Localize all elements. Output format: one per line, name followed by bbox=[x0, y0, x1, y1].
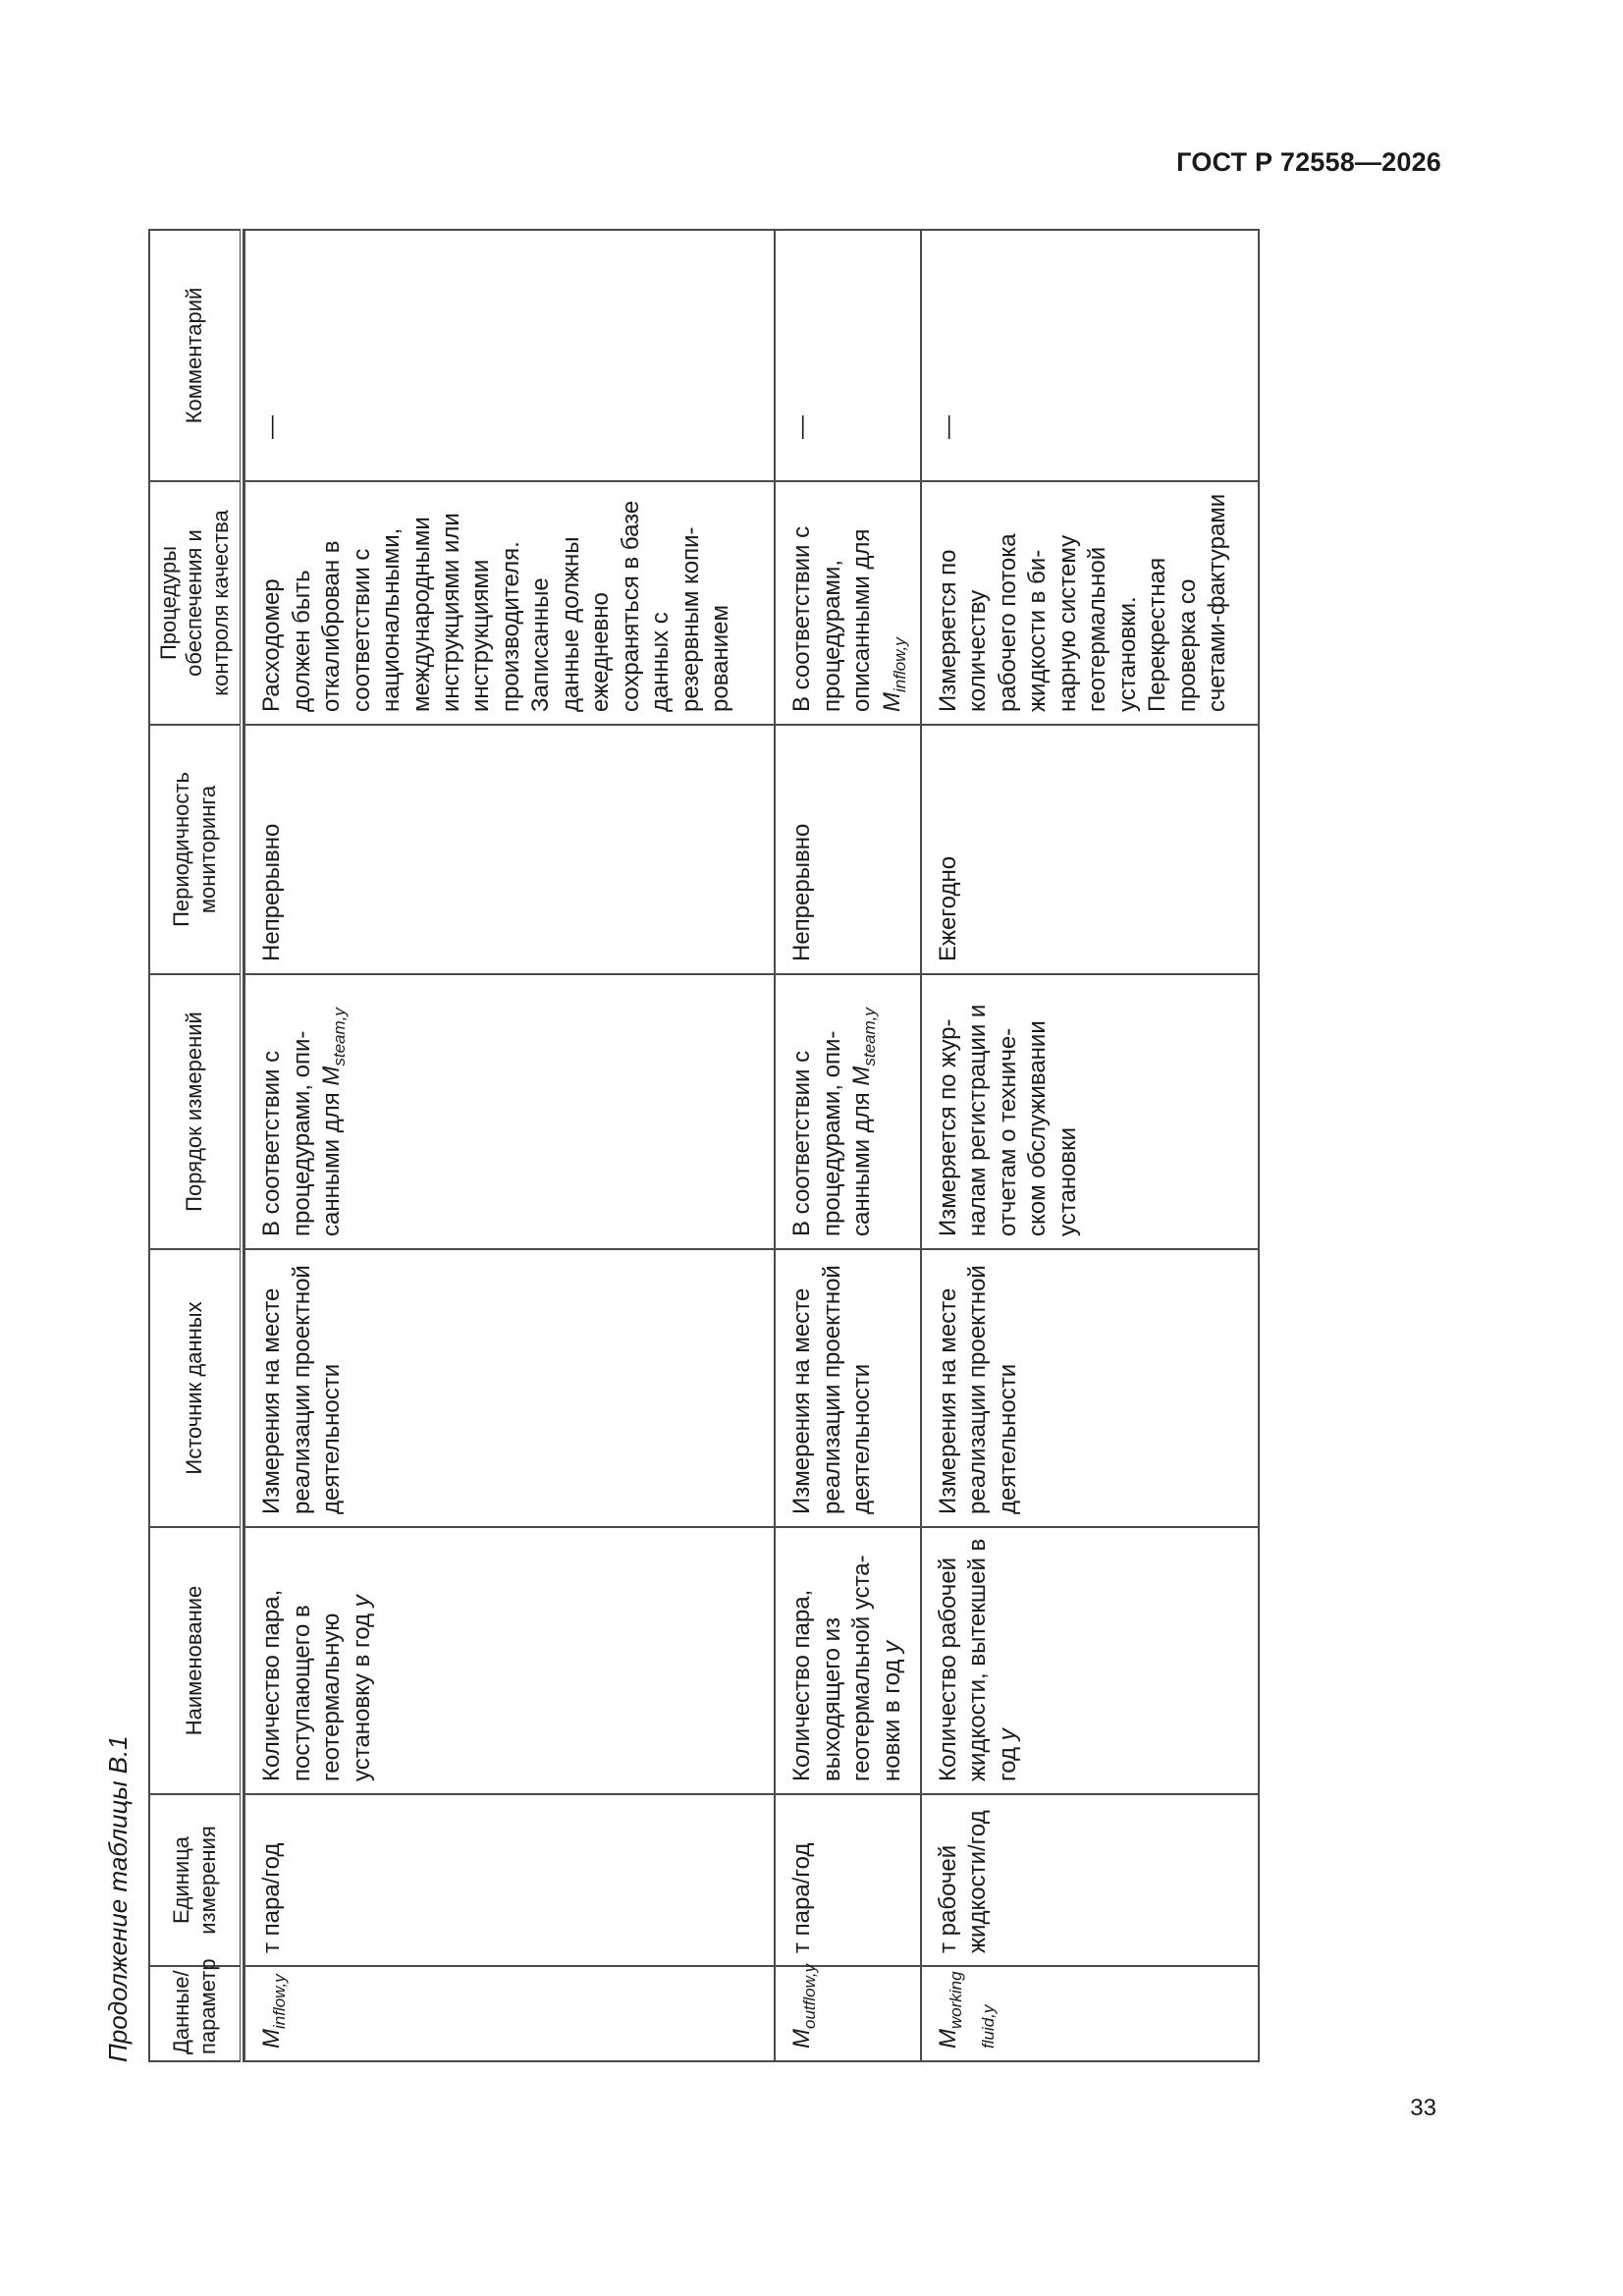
table-row bbox=[921, 230, 1259, 2061]
comment-cell bbox=[244, 230, 775, 481]
name-text: Количество пара, выходящего из геотермальной установки в год bbox=[788, 1555, 905, 1781]
qa-text: Измеряется по количеству рабочего потока жидкости в бинарную систему геотермальной установки. Перекрестная проверка со счетами-фактурами bbox=[934, 493, 1231, 712]
procedure-text: В соответствии с процедурами, описанными для bbox=[258, 1030, 346, 1236]
comment-text: — bbox=[934, 415, 961, 439]
comment-text: — bbox=[788, 415, 816, 439]
unit-cell: т пара/год bbox=[244, 1794, 775, 1966]
comment-cell bbox=[775, 230, 921, 481]
name-text: Количество пара, поступающего в геотермальную установку в год bbox=[258, 1589, 375, 1781]
header-cell: Данные/ параметр bbox=[149, 1966, 242, 2061]
header-cell: Источник данных bbox=[149, 1249, 242, 1527]
data-table bbox=[148, 229, 1260, 2062]
header-cell: Порядок измерений bbox=[149, 974, 242, 1249]
source-cell: Измерения на месте реализации проектной деятельности bbox=[775, 1249, 921, 1527]
name-cell bbox=[775, 1527, 921, 1794]
standard-designation: ГОСТ Р 72558—2026 bbox=[1176, 147, 1441, 177]
header-cell: Наименование bbox=[149, 1527, 242, 1794]
header-cell: Единица измерения bbox=[149, 1794, 242, 1966]
page-number: 33 bbox=[1410, 2095, 1436, 2121]
procedure-symbol: M bbox=[848, 1066, 876, 1086]
rotated-content bbox=[103, 231, 1271, 2062]
table-caption: Продолжение таблицы В.1 bbox=[103, 1735, 133, 2062]
param-cell bbox=[921, 1966, 1259, 2061]
name-text: Количество рабочей жидкости, вытекшей в год bbox=[934, 1538, 1021, 1781]
header-cell: Комментарий bbox=[149, 230, 242, 481]
unit-cell: т рабочей жидкости/год bbox=[921, 1794, 1259, 1966]
header-cell: Процедуры обеспечения и контроля качества bbox=[149, 481, 242, 725]
qa-symbol: M bbox=[878, 692, 905, 712]
param-symbol: M bbox=[934, 2029, 961, 2049]
param-symbol: M bbox=[258, 2029, 286, 2049]
name-cell bbox=[921, 1527, 1259, 1794]
qa-cell bbox=[921, 481, 1259, 725]
source-cell: Измерения на месте реализации проектной деятельности bbox=[244, 1249, 775, 1527]
qa-cell bbox=[244, 481, 775, 725]
name-variable: y bbox=[878, 1640, 905, 1653]
header-cell: Периодичность мониторинга bbox=[149, 725, 242, 974]
name-cell bbox=[244, 1527, 775, 1794]
procedure-text: В соответствии с процедурами, описанными для bbox=[788, 1030, 876, 1236]
param-cell bbox=[775, 1963, 921, 2061]
comment-text: — bbox=[258, 415, 286, 439]
qa-text: Расходомер должен быть откалиброван в соответствии с национальными, международными инструкциями или инструкциями производителя. Записанные данные должны ежедневно сохраняться в базе данных с резервным копированием bbox=[258, 500, 734, 712]
procedure-cell bbox=[244, 974, 775, 1249]
unit-cell: т пара/год bbox=[775, 1794, 921, 1966]
param-subscript: working fluid,y bbox=[946, 1971, 999, 2049]
source-cell: Измерения на месте реализации проектной деятельности bbox=[921, 1249, 1259, 1527]
qa-text: В соответствии с процедурами, описанными для bbox=[788, 525, 876, 712]
frequency-cell: Непрерывно bbox=[775, 725, 921, 974]
procedure-cell bbox=[775, 974, 921, 1249]
name-variable: y bbox=[348, 1595, 375, 1608]
frequency-cell: Ежегодно bbox=[921, 725, 1259, 974]
table-row bbox=[775, 230, 921, 2061]
frequency-cell: Непрерывно bbox=[244, 725, 775, 974]
name-variable: y bbox=[994, 1728, 1021, 1741]
comment-cell bbox=[921, 230, 1259, 481]
param-subscript: inflow,y bbox=[269, 1974, 289, 2029]
procedure-subscript: steam,y bbox=[859, 1008, 879, 1066]
param-cell bbox=[244, 1966, 775, 2061]
procedure-cell bbox=[921, 974, 1259, 1249]
procedure-symbol: M bbox=[318, 1066, 346, 1086]
param-symbol: M bbox=[788, 2029, 816, 2049]
param-subscript: outflow,y bbox=[799, 1963, 819, 2029]
qa-subscript: inflow,y bbox=[890, 637, 909, 692]
rotated-table-area bbox=[103, 231, 1271, 2062]
procedure-subscript: steam,y bbox=[329, 1008, 349, 1066]
qa-cell bbox=[775, 481, 921, 725]
procedure-text: Измеряется по журналам регистрации и отчетам о техническом обслуживании установки bbox=[934, 1004, 1081, 1236]
header-row bbox=[149, 230, 242, 2061]
table-row bbox=[244, 230, 775, 2061]
